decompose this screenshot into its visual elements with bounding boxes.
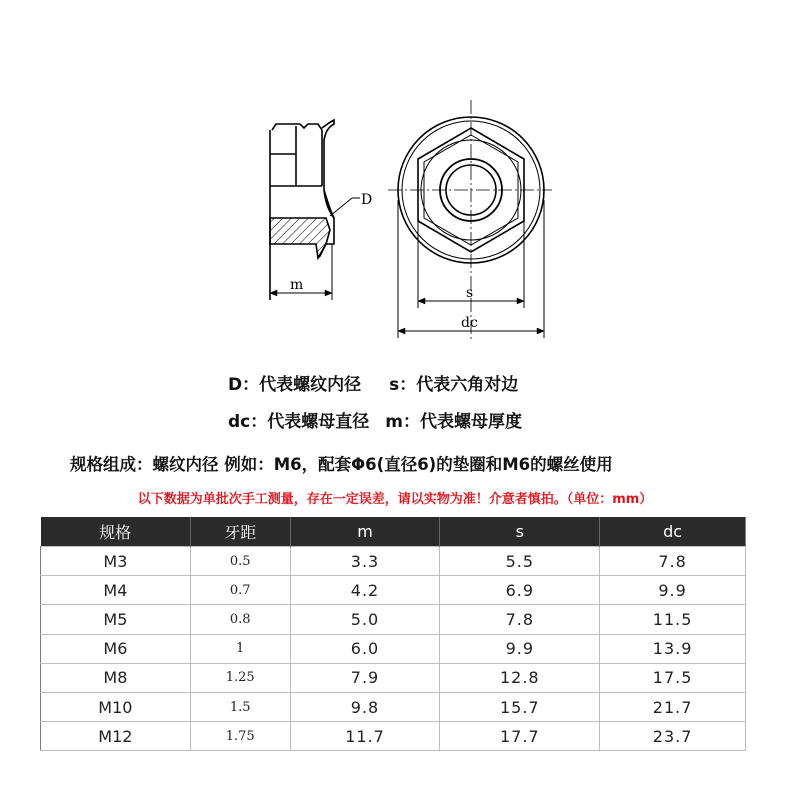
side-view <box>270 120 360 300</box>
cell-pitch: 1.5 <box>190 692 290 721</box>
cell-size: M4 <box>41 576 191 605</box>
header-m: m <box>290 517 440 547</box>
table-row <box>41 634 746 663</box>
legend-D: D：代表螺纹内径 <box>228 375 362 395</box>
table-row <box>41 722 746 751</box>
cell-s: 7.8 <box>440 605 600 634</box>
measurement-warning: 以下数据为单批次手工测量，存在一定误差，请以实物为准！介意者慎拍。（单位：mm） <box>137 492 653 507</box>
cell-pitch: 0.7 <box>190 576 290 605</box>
table-row <box>41 605 746 634</box>
spec-note: 规格组成：螺纹内径 例如：M6，配套Φ6(直径6)的垫圈和M6的螺丝使用 <box>70 455 613 474</box>
legend-line-2 <box>228 407 522 432</box>
header-s: s <box>440 517 600 547</box>
cell-dc: 17.5 <box>600 663 746 692</box>
cell-m: 3.3 <box>290 547 440 576</box>
cell-dc: 13.9 <box>600 634 746 663</box>
cell-size: M10 <box>41 692 191 721</box>
table-row <box>41 547 746 576</box>
cell-pitch: 1 <box>190 634 290 663</box>
header-dc: dc <box>600 517 746 547</box>
cell-m: 4.2 <box>290 576 440 605</box>
header-size: 规格 <box>41 517 191 547</box>
cell-dc: 11.5 <box>600 605 746 634</box>
cell-pitch: 1.25 <box>190 663 290 692</box>
label-D: D <box>361 192 373 208</box>
top-view <box>388 100 552 340</box>
cell-m: 6.0 <box>290 634 440 663</box>
spec-table <box>40 517 746 751</box>
cell-dc: 7.8 <box>600 547 746 576</box>
label-dc: dc <box>461 315 478 331</box>
cell-size: M8 <box>41 663 191 692</box>
cell-m: 9.8 <box>290 692 440 721</box>
cell-size: M3 <box>41 547 191 576</box>
cell-m: 7.9 <box>290 663 440 692</box>
cell-s: 12.8 <box>440 663 600 692</box>
legend-dc: dc：代表螺母直径 <box>228 412 370 432</box>
cell-size: M12 <box>41 722 191 751</box>
cell-s: 6.9 <box>440 576 600 605</box>
legend-s: s：代表六角对边 <box>389 375 519 395</box>
label-s: s <box>466 285 474 301</box>
cell-dc: 23.7 <box>600 722 746 751</box>
cell-size: M5 <box>41 605 191 634</box>
cell-pitch: 0.8 <box>190 605 290 634</box>
cell-m: 5.0 <box>290 605 440 634</box>
cell-m: 11.7 <box>290 722 440 751</box>
table-row <box>41 692 746 721</box>
table-row <box>41 663 746 692</box>
cell-dc: 9.9 <box>600 576 746 605</box>
cell-size: M6 <box>41 634 191 663</box>
cell-s: 5.5 <box>440 547 600 576</box>
table-row <box>41 576 746 605</box>
legend-line-1 <box>228 370 518 395</box>
cell-dc: 21.7 <box>600 692 746 721</box>
header-pitch: 牙距 <box>190 517 290 547</box>
flange-nut-drawing <box>0 0 790 345</box>
cell-pitch: 0.5 <box>190 547 290 576</box>
cell-s: 17.7 <box>440 722 600 751</box>
cell-s: 9.9 <box>440 634 600 663</box>
table-header-row <box>41 517 746 547</box>
legend-m: m：代表螺母厚度 <box>385 412 522 432</box>
cell-pitch: 1.75 <box>190 722 290 751</box>
label-m: m <box>290 277 304 293</box>
cell-s: 15.7 <box>440 692 600 721</box>
